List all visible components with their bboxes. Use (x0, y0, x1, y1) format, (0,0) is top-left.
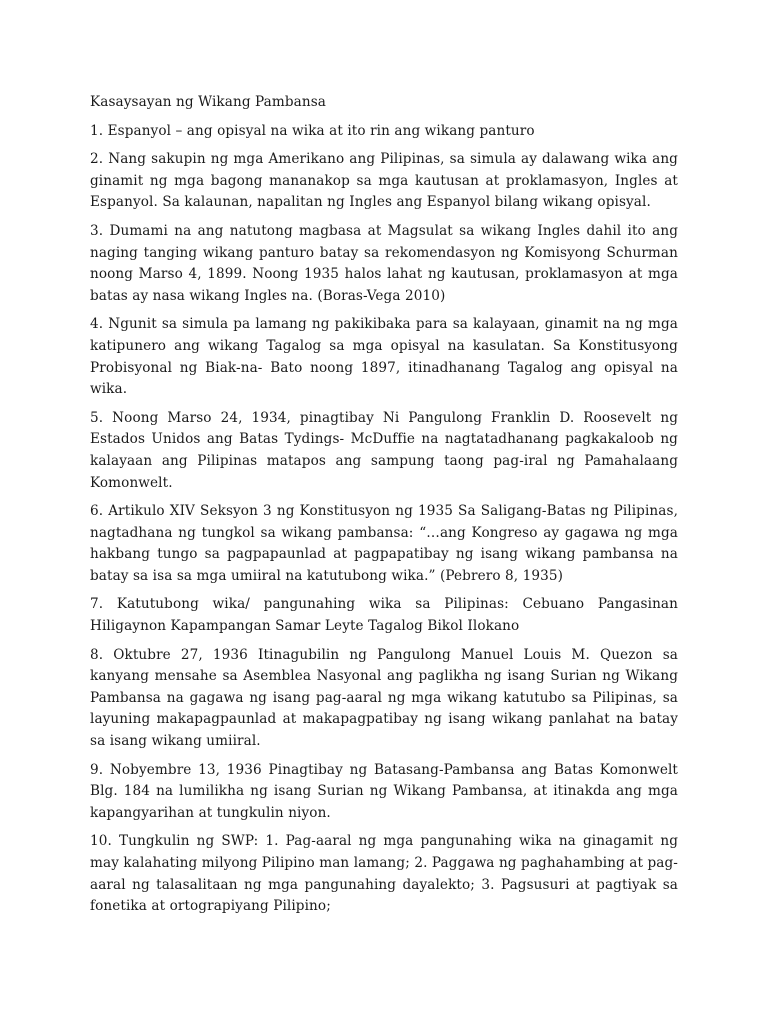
document-page (90, 92, 678, 925)
paragraph-2: 2. Nang sakupin ng mga Amerikano ang Pilipinas, sa simula ay dalawang wika ang ginamit ng mga bagong mananakop sa mga kautusan at proklamasyon, Ingles at Espanyol. Sa kalaunan, napalitan ng Ingles ang Espanyol bilang wikang opisyal. (90, 151, 678, 211)
paragraph-10: 10. Tungkulin ng SWP: 1. Pag-aaral ng mga pangunahing wika na ginagamit ng may kalahating milyong Pilipino man lamang; 2. Paggawa ng paghahambing at pag- aaral ng talasalitaan ng mga pangunahing dayalekto; 3. Pagsusuri at pagtiyak sa fonetika at ortograpiyang Pilipino; (90, 833, 678, 915)
paragraph-3: 3. Dumami na ang natutong magbasa at Magsulat sa wikang Ingles dahil ito ang naging tanging wikang panturo batay sa rekomendasyon ng Komisyong Schurman noong Marso 4, 1899. Noong 1935 halos lahat ng kautusan, proklamasyon at mga batas ay nasa wikang Ingles na. (Boras-Vega 2010) (90, 222, 678, 304)
paragraph-1: 1. Espanyol – ang opisyal na wika at ito rin ang wikang panturo (90, 122, 535, 139)
paragraph-6: 6. Artikulo XIV Seksyon 3 ng Konstitusyon ng 1935 Sa Saligang-Batas ng Pilipinas, nagtadhana ng tungkol sa wikang pambansa: “…ang Kongreso ay gagawa ng mga hakbang tungo sa pagpapaunlad at pagpapatibay ng isang wikang pambansa na batay sa isa sa mga umiiral na katutubong wika.” (Pebrero 8, 1935) (90, 503, 678, 584)
document-title: Kasaysayan ng Wikang Pambansa (90, 94, 327, 110)
paragraph-5: 5. Noong Marso 24, 1934, pinagtibay Ni Pangulong Franklin D. Roosevelt ng Estados Unidos ang Batas Tydings- McDuffie na nagtatadhanang pagkakaloob ng kalayaan ang Pilipinas matapos ang sampung taong pag-iral ng Pamahalaang Komonwelt. (90, 409, 678, 491)
paragraph-9: 9. Nobyembre 13, 1936 Pinagtibay ng Batasang-Pambansa ang Batas Komonwelt Blg. 184 na lumilikha ng isang Surian ng Wikang Pambansa, at itinakda ang mga kapangyarihan at tungkulin niyon. (90, 761, 678, 821)
paragraph-8: 8. Oktubre 27, 1936 Itinagubilin ng Pangulong Manuel Louis M. Quezon sa kanyang mensahe sa Asemblea Nasyonal ang paglikha ng isang Surian ng Wikang Pambansa na gagawa ng isang pag-aaral ng mga wikang katutubo sa Pilipinas, sa layuning makapagpaunlad at makapagpatibay ng isang wikang panlahat na batay sa isang wikang umiiral. (90, 646, 678, 750)
paragraph-4: 4. Ngunit sa simula pa lamang ng pakikibaka para sa kalayaan, ginamit na ng mga katipunero ang wikang Tagalog sa mga opisyal na kasulatan. Sa Konstitusyong Probisyonal ng Biak-na- Bato noong 1897, itinadhanang Tagalog ang opisyal na wika. (90, 316, 678, 398)
paragraph-7: 7. Katutubong wika/ pangunahing wika sa Pilipinas: Cebuano Pangasinan Hiligaynon Kapampangan Samar Leyte Tagalog Bikol Ilokano (90, 596, 678, 635)
